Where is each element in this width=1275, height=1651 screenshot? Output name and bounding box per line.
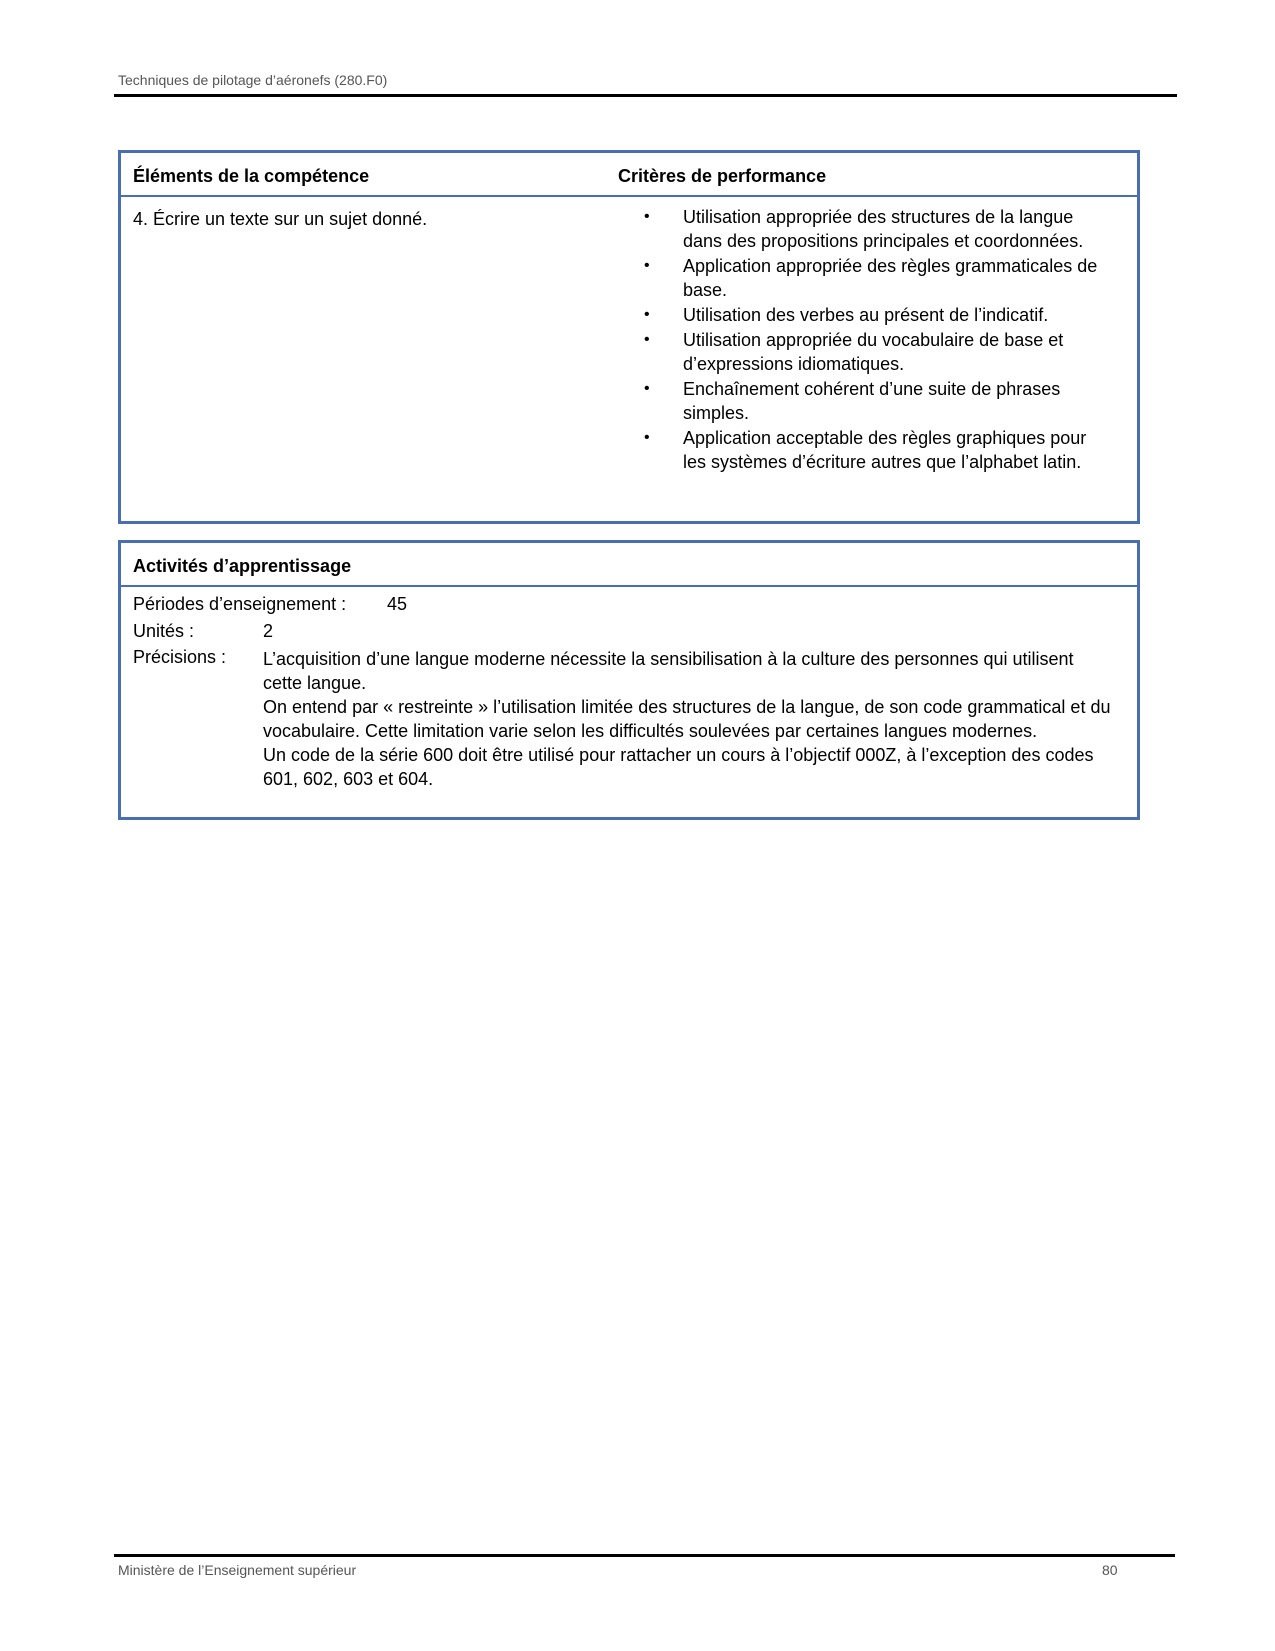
precision-paragraph: Un code de la série 600 doit être utilisé pour rattacher un cours à l’objectif 000Z, à l’exception des codes 601, 602, 603 et 604. [263, 745, 1094, 789]
precisions-text [263, 647, 1115, 791]
competence-element: 4. Écrire un texte sur un sujet donné. [133, 209, 428, 229]
header-rule [114, 94, 1177, 97]
criteria-item: • Application acceptable des règles graphiques pour les systèmes d’écriture autres que l’alphabet latin. [644, 428, 1087, 472]
bullet-icon: • [644, 306, 650, 323]
bullet-icon: • [644, 429, 650, 446]
competence-table-header [121, 153, 1137, 197]
criteria-item: • Utilisation appropriée du vocabulaire de base et d’expressions idiomatiques. [644, 330, 1064, 374]
page-header: Techniques de pilotage d’aéronefs (280.F0) [118, 72, 388, 88]
page-number: 80 [1102, 1562, 1118, 1578]
criteria-item: • Utilisation appropriée des structures de la langue dans des propositions principales et coordonnées. [644, 207, 1084, 251]
periods-label: Périodes d’enseignement : [133, 594, 347, 614]
units-label: Unités : [133, 621, 195, 641]
competence-table [118, 150, 1140, 524]
criteria-item: • Enchaînement cohérent d’une suite de phrases simples. [644, 379, 1061, 423]
criteria-heading: Critères de performance [618, 166, 827, 186]
activities-table [118, 540, 1140, 820]
bullet-icon: • [644, 331, 650, 348]
criteria-item: • Application appropriée des règles grammaticales de base. [644, 256, 1098, 300]
activities-table-header [121, 543, 1137, 587]
activities-heading: Activités d’apprentissage [133, 556, 352, 576]
precision-paragraph: L’acquisition d’une langue moderne nécessite la sensibilisation à la culture des personnes qui utilisent cette langue. [263, 649, 1074, 693]
elements-heading: Éléments de la compétence [133, 166, 370, 186]
bullet-icon: • [644, 380, 650, 397]
page-footer: Ministère de l’Enseignement supérieur [118, 1562, 357, 1578]
periods-value: 45 [387, 594, 408, 614]
precision-paragraph: On entend par « restreinte » l’utilisation limitée des structures de la langue, de son code grammatical et du vocabulaire. Cette limitation varie selon les difficultés soulevées par certaines langues modernes. [263, 697, 1111, 741]
bullet-icon: • [644, 208, 650, 225]
units-value: 2 [263, 621, 274, 641]
criteria-item: • Utilisation des verbes au présent de l’indicatif. [644, 305, 1049, 325]
precisions-label: Précisions : [133, 647, 227, 667]
footer-rule [114, 1554, 1175, 1557]
criteria-list [641, 205, 1111, 475]
bullet-icon: • [644, 257, 650, 274]
